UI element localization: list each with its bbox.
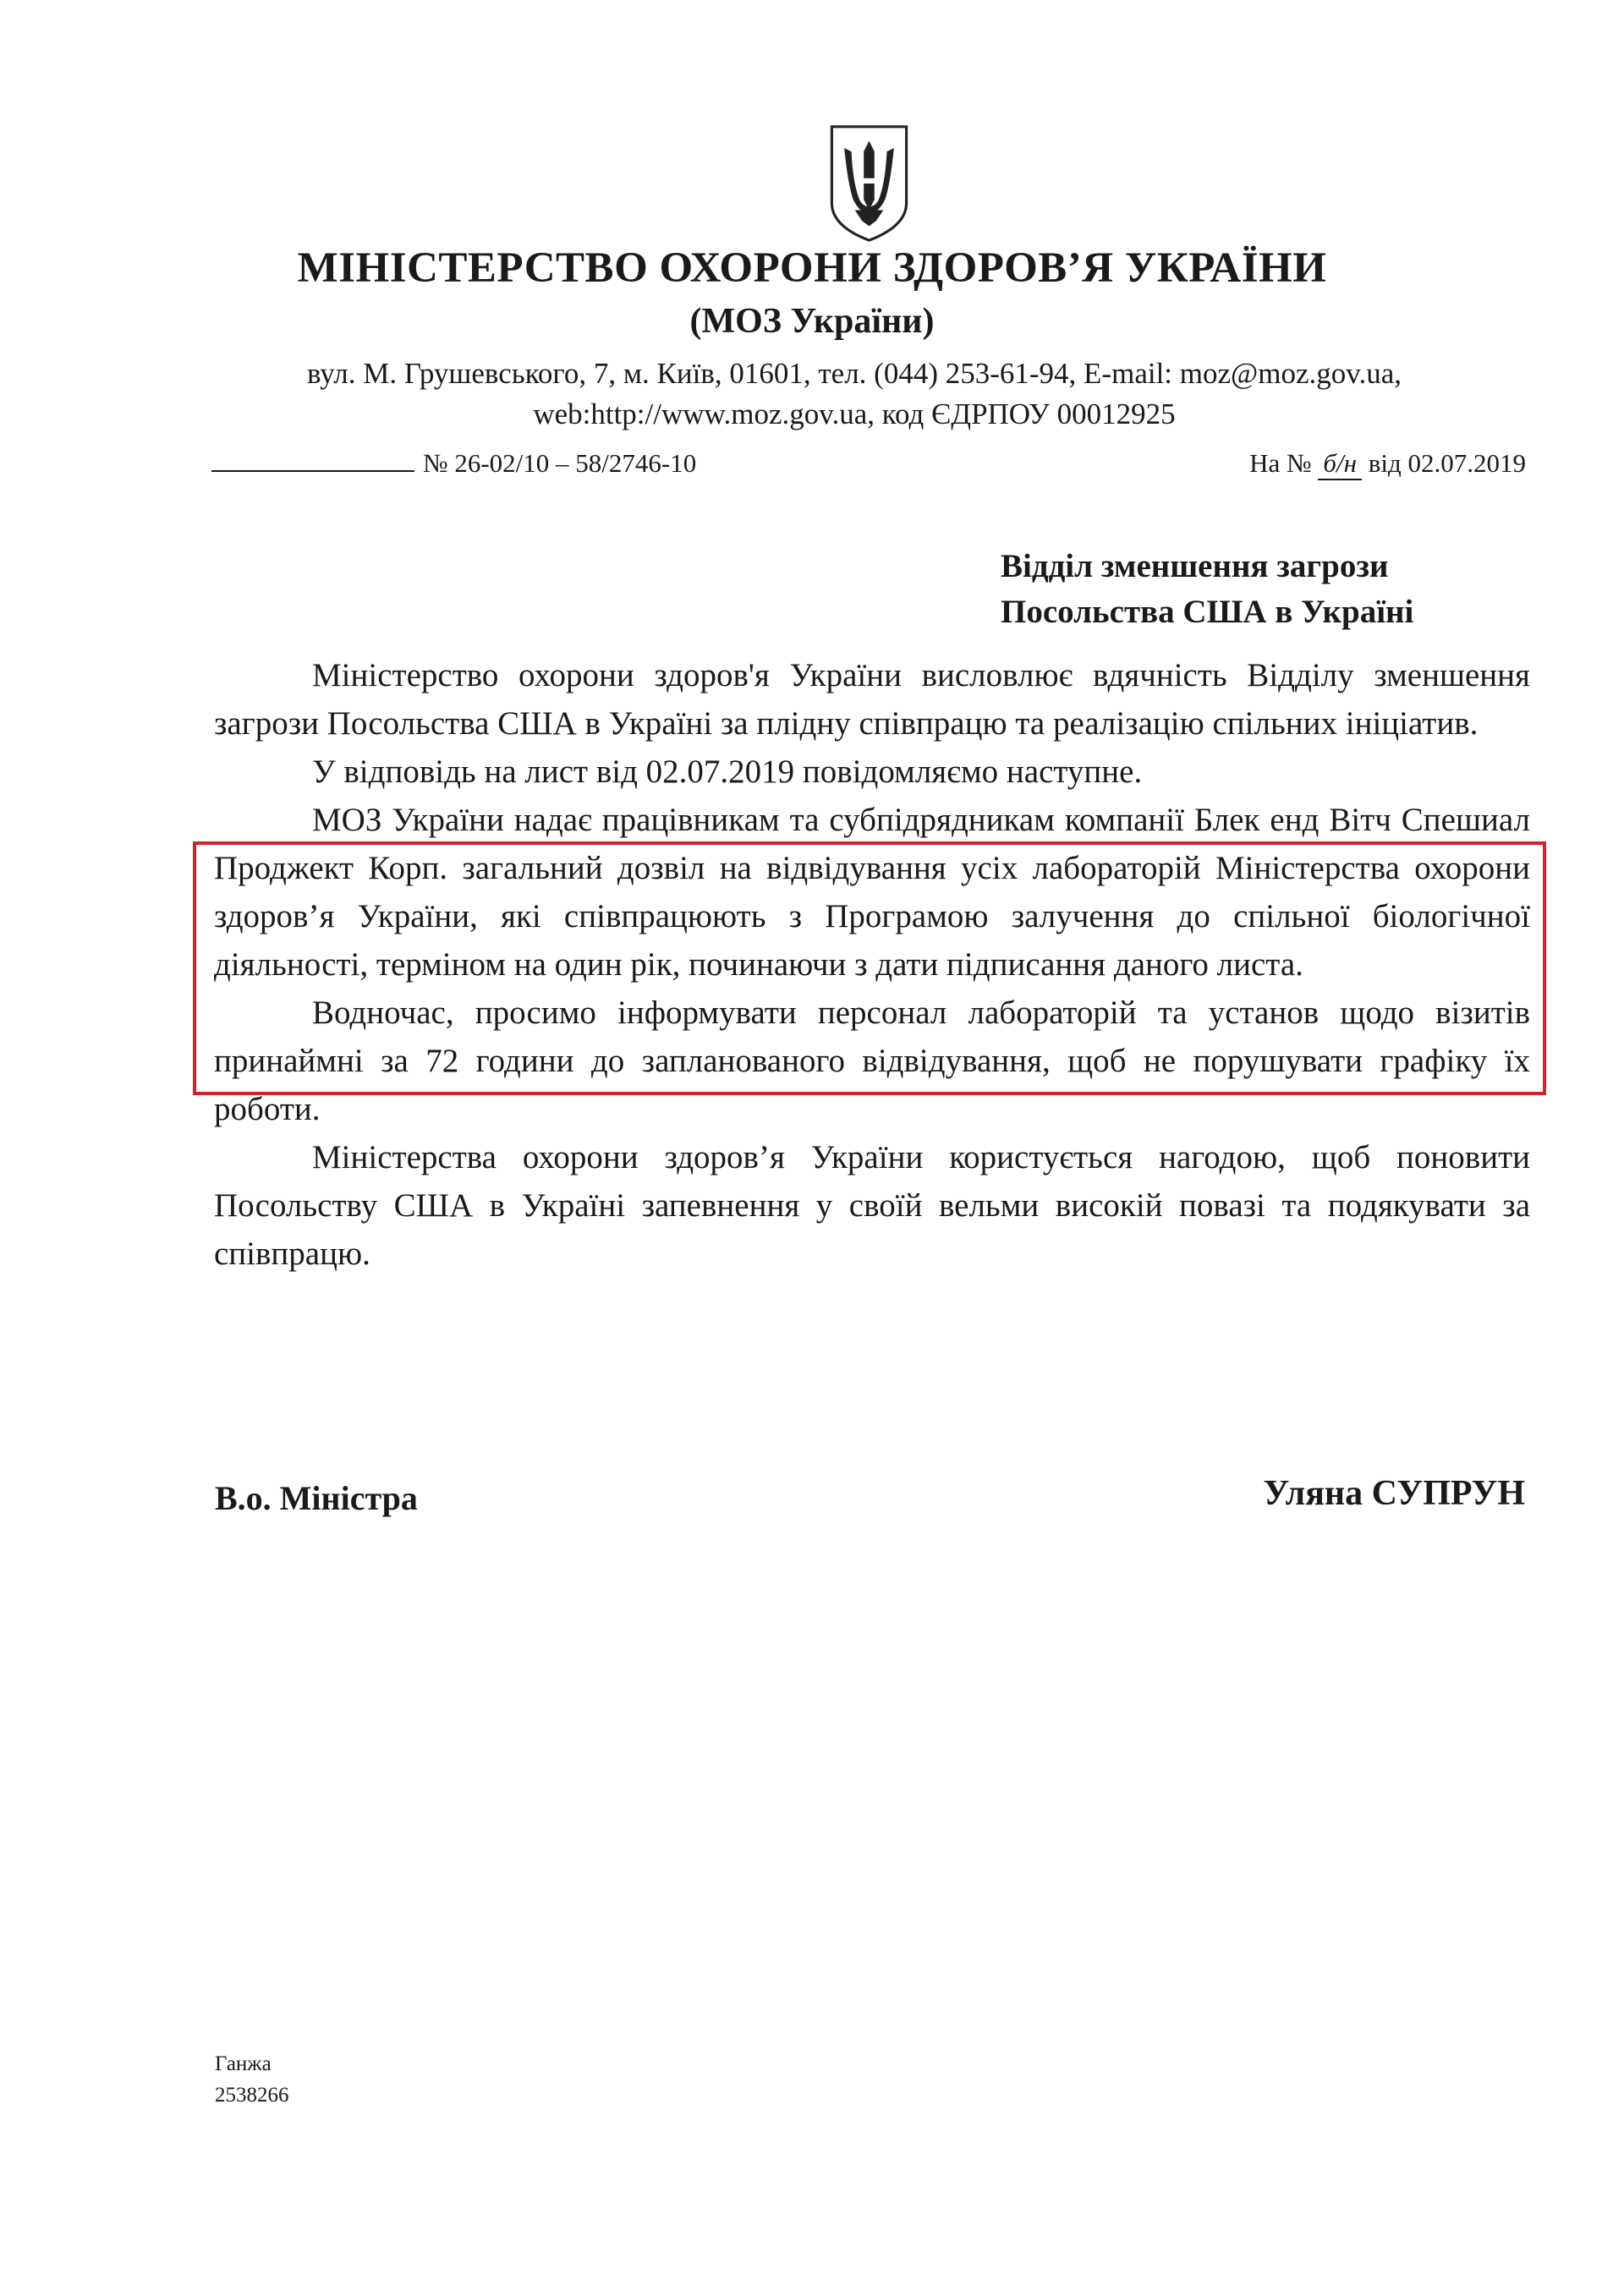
recipient-block [1001, 544, 1542, 635]
body-paragraph: У відповідь на лист від 02.07.2019 повідомляємо наступне. [312, 753, 1143, 790]
reply-date: від 02.07.2019 [1368, 448, 1526, 478]
ministry-address [203, 353, 1506, 435]
signer-title: В.о. Міністра [215, 1479, 418, 1517]
trident-icon [825, 120, 914, 247]
reply-prefix: На № [1249, 448, 1312, 478]
executor-name: Ганжа [215, 2052, 272, 2075]
executor-info [215, 2048, 289, 2111]
date-blank-line [211, 450, 414, 472]
reply-reference [1249, 448, 1526, 480]
ministry-name: МІНІСТЕРСТВО ОХОРОНИ ЗДОРОВ’Я УКРАЇНИ [297, 244, 1327, 292]
ministry-abbreviation: (МОЗ України) [689, 302, 935, 341]
body-paragraph: Водночас, просимо інформувати персонал лабораторій та установ щодо візитів принаймні за 72 години до запланованого відвідування, щоб не порушувати графіку їх роботи. [214, 995, 1530, 1127]
signer-name: Уляна СУПРУН [1263, 1474, 1525, 1513]
outgoing-number: № 26-02/10 – 58/2746-10 [423, 448, 697, 478]
body-paragraph: Міністерство охорони здоров'я України висловлює вдячність Відділу зменшення загрози Посольства США в Україні за плідну співпрацю та реалізацію спільних ініціатив. [214, 657, 1530, 742]
body-paragraph: Міністерства охорони здоров’я України користується нагодою, щоб поновити Посольству США в Україні запевнення у своїй вельми високій повазі та подякувати за співпрацю. [214, 1139, 1530, 1272]
recipient-line: Посольства США в Україні [1001, 594, 1414, 630]
address-line: вул. М. Грушевського, 7, м. Київ, 01601, тел. (044) 253-61-94, E-mail: moz@moz.gov.ua, [306, 357, 1402, 390]
executor-phone: 2538266 [215, 2084, 289, 2107]
body-paragraph-highlighted: МОЗ України надає працівникам та субпідрядникам компанії Блек енд Вітч Спешиал Проджект Корп. загальний дозвіл на відвідування усіх лабораторій Міністерства охорони здоров’я України, які співпрацюють з Програмою залучення до спільної біологічної діяльності, терміном на один рік, починаючи з дати підписання даного листа. [214, 802, 1530, 983]
address-line: web:http://www.moz.gov.ua, код ЄДРПОУ 00012925 [533, 397, 1176, 430]
highlight-box [193, 841, 1546, 1095]
outgoing-number-line [211, 448, 696, 479]
reply-number: б/н [1318, 448, 1362, 480]
recipient-line: Відділ зменшення загрози [1001, 548, 1389, 584]
